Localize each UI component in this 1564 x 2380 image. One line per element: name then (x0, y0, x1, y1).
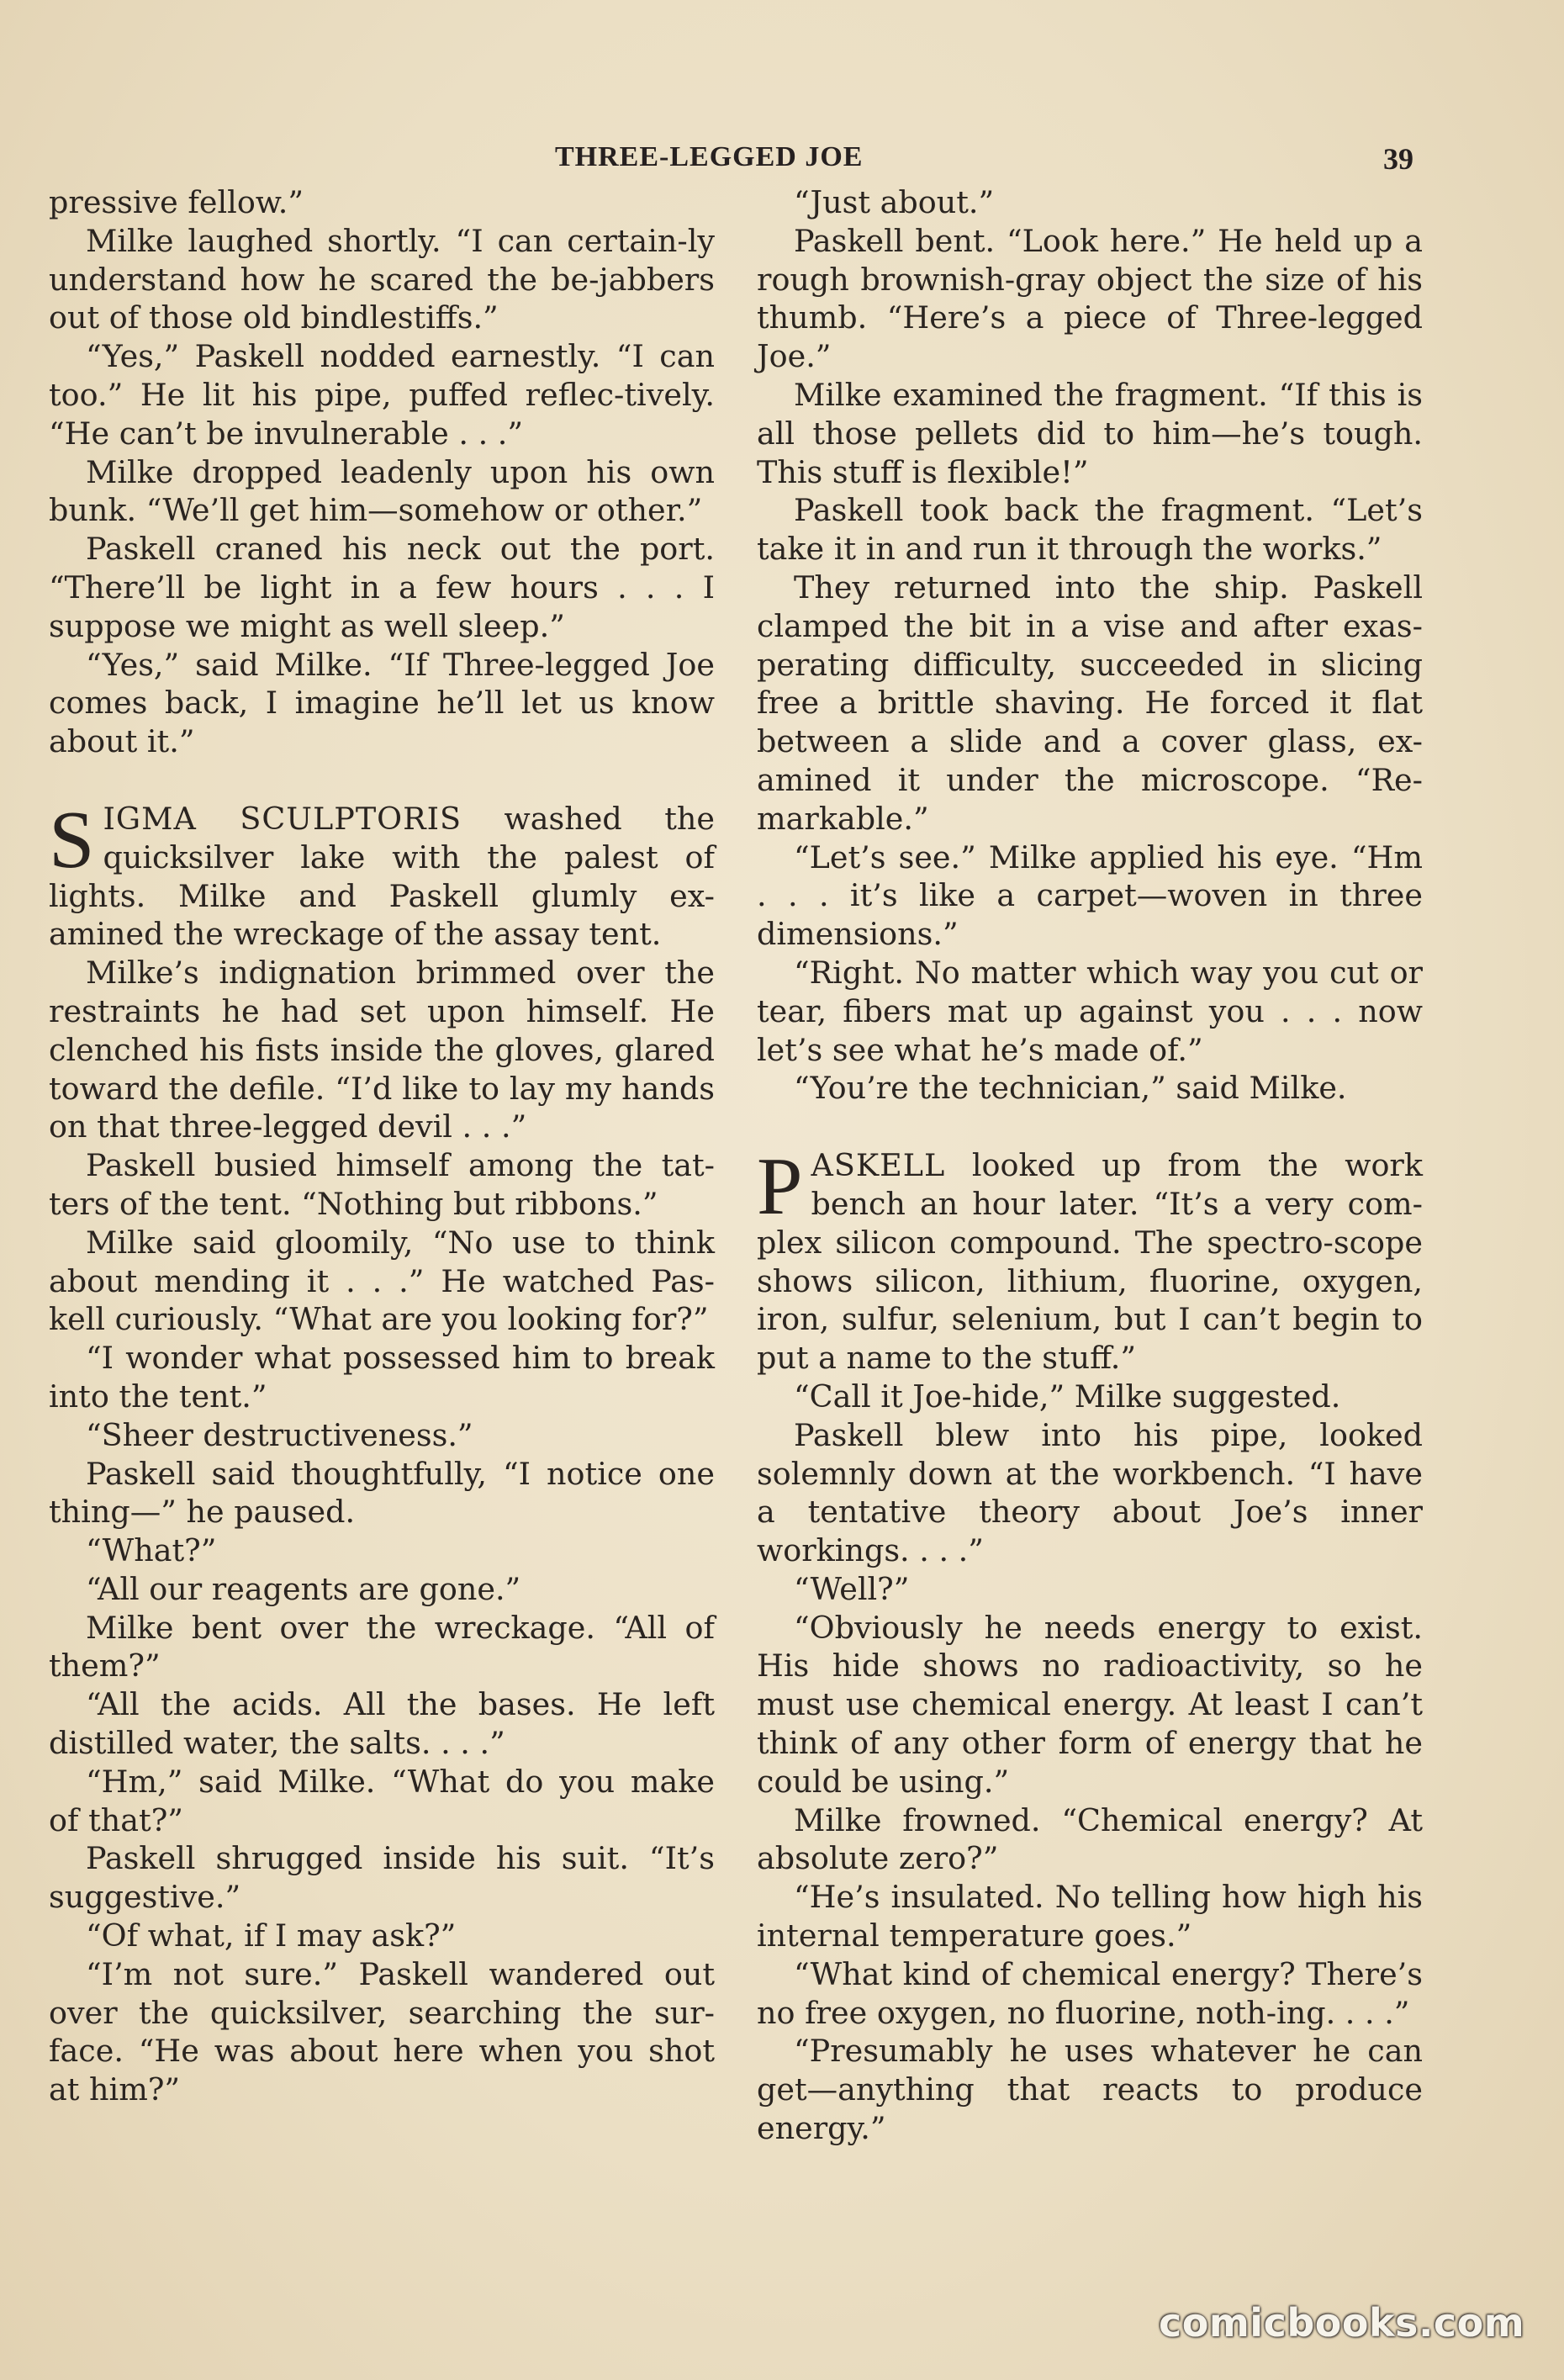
paragraph: “I wonder what possessed him to break into the tent.” (49, 1340, 715, 1415)
running-title: THREE-LEGGED JOE (555, 141, 864, 172)
paragraph: pressive fellow.” (49, 184, 304, 220)
page-number: 39 (1383, 142, 1413, 176)
paragraph: “Right. No matter which way you cut or tear, fibers mat up against you . . . now let’s see what he’s made of.” (757, 954, 1423, 1068)
paragraph: Milke examined the fragment. “If this is all those pellets did to him—he’s tough. This stuff is flexible!” (757, 376, 1423, 490)
paragraph: “Yes,” said Milke. “If Three-legged Joe comes back, I imagine he’ll let us know about it.” (49, 646, 715, 760)
paragraph: “Of what, if I may ask?” (86, 1917, 457, 1954)
paragraph: Milke laughed shortly. “I can certain-ly understand how he scared the be-jabbers out of those old bindlestiffs.” (49, 222, 715, 336)
running-header (0, 141, 1564, 180)
paragraph-text: looked up from the work bench an hour later. “It’s a very com-plex silicon compound. The spectro-scope shows silicon, lithium, fluorine, oxygen, iron, sulfur, selenium, but I can’t begin to put a name to the stuff.” (757, 1147, 1423, 1377)
paragraph: Paskell said thoughtfully, “I notice one thing—” he paused. (49, 1455, 715, 1531)
paragraph: “You’re the technician,” said Milke. (794, 1070, 1347, 1107)
paragraph: Milke frowned. “Chemical energy? At absolute zero?” (757, 1801, 1423, 1877)
paragraph: They returned into the ship. Paskell clamped the bit in a vise and after exas-perating difficulty, succeeded in slicing free a brittle shaving. He forced it flat between a slide and a cover glass, ex-amined it under the microscope. “Re-markable.” (757, 569, 1423, 837)
site-watermark: comicbooks.com (1159, 2300, 1525, 2346)
paragraph: “Let’s see.” Milke applied his eye. “Hm . . . it’s like a carpet—woven in three dimensions.” (757, 838, 1423, 953)
paragraph: Paskell blew into his pipe, looked solemnly down at the workbench. “I have a tentative theory about Joe’s inner workings. . . .” (757, 1416, 1423, 1569)
section-opening-paragraph (49, 794, 715, 954)
paragraph: “Sheer destructiveness.” (86, 1416, 473, 1453)
paragraph: “All the acids. All the bases. He left distilled water, the salts. . . .” (49, 1686, 715, 1762)
paragraph: Milke said gloomily, “No use to think about mending it . . .” He watched Pas-kell curiously. “What are you looking for?” (49, 1224, 715, 1338)
paragraph: “All our reagents are gone.” (86, 1570, 521, 1607)
paragraph: Paskell bent. “Look here.” He held up a rough brownish-gray object the size of his thumb. “Here’s a piece of Three-legged Joe.” (757, 222, 1423, 375)
paragraph: “Call it Joe-hide,” Milke suggested. (794, 1378, 1341, 1415)
paragraph: Paskell busied himself among the tat-ters of the tent. “Nothing but ribbons.” (49, 1147, 715, 1222)
paragraph: “Obviously he needs energy to exist. His hide shows no radioactivity, so he must use chemical energy. At least I can’t think of any other form of energy that he could be using.” (757, 1609, 1423, 1800)
paragraph-text: washed the quicksilver lake with the palest of lights. Milke and Paskell glumly ex-amined the wreckage of the assay tent. (49, 800, 715, 953)
paragraph: “Hm,” said Milke. “What do you make of that?” (49, 1763, 715, 1838)
paragraph: Milke bent over the wreckage. “All of them?” (49, 1609, 715, 1685)
paragraph: Paskell craned his neck out the port. “There’ll be light in a few hours . . . I suppose we might as well sleep.” (49, 531, 715, 644)
paragraph: Milke dropped leadenly upon his own bunk. “We’ll get him—somehow or other.” (49, 453, 715, 529)
paragraph: “Yes,” Paskell nodded earnestly. “I can too.” He lit his pipe, puffed reflec-tively. “He can’t be invulnerable . . .” (49, 338, 715, 452)
paragraph: “Just about.” (794, 184, 995, 220)
left-column (49, 183, 715, 2109)
paragraph: “I’m not sure.” Paskell wandered out over the quicksilver, searching the sur-face. “He was about here when you shot at him?” (49, 1955, 715, 2108)
paragraph: Milke’s indignation brimmed over the restraints he had set upon himself. He clenched his fists inside the gloves, glared toward the defile. “I’d like to lay my hands on that three-legged devil . . .” (49, 955, 715, 1145)
drop-cap: S (49, 794, 95, 886)
paragraph: Paskell took back the fragment. “Let’s take it in and run it through the works.” (757, 492, 1423, 568)
paragraph: “What kind of chemical energy? There’s no free oxygen, no fluorine, noth-ing. . . .” (757, 1955, 1423, 2031)
paragraph: “Presumably he uses whatever he can get—anything that reacts to produce energy.” (757, 2033, 1423, 2147)
paragraph: “Well?” (794, 1570, 910, 1607)
paragraph: Paskell shrugged inside his suit. “It’s suggestive.” (49, 1840, 715, 1916)
right-column (757, 183, 1423, 2148)
section-lead-in: ASKELL (811, 1147, 946, 1184)
paragraph: “What?” (86, 1532, 217, 1569)
paragraph: “He’s insulated. No telling how high his internal temperature goes.” (757, 1879, 1423, 1954)
section-lead-in: IGMA SCULPTORIS (103, 800, 462, 837)
section-opening-paragraph (757, 1141, 1423, 1378)
drop-cap: P (757, 1141, 803, 1233)
